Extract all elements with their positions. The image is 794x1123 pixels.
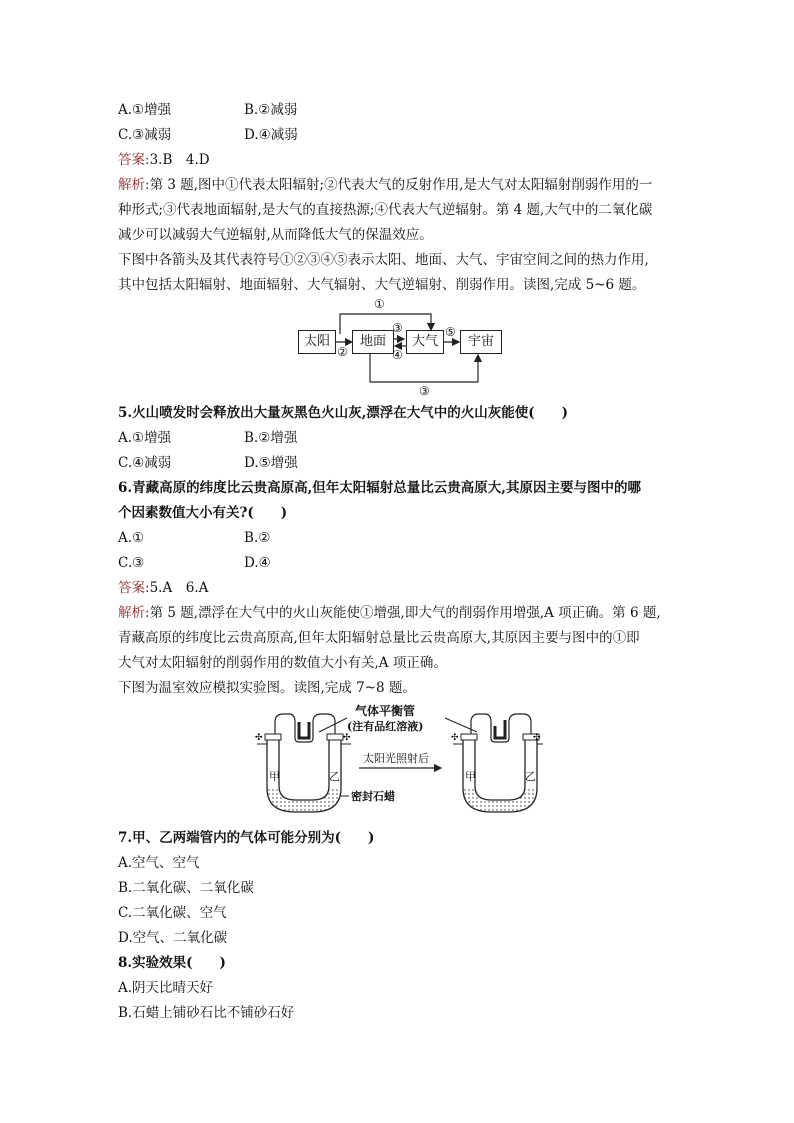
explanation-text: 第 5 题,漂浮在大气中的火山灰能使①增强,即大气的削弱作用增强,A 项正确。第 6 题,	[149, 605, 661, 621]
answer-3-4	[118, 150, 210, 170]
arrow-label-5: ⑤	[445, 325, 456, 339]
space-box: 宇宙	[460, 330, 502, 354]
explanation-5-6-line1	[118, 603, 661, 623]
balance-tube-note: (注有品红溶液)	[347, 720, 424, 733]
answer-label: 答案:	[118, 580, 150, 596]
explanation-3-4-line1	[118, 175, 652, 195]
explanation-3-4-line3: 减少可以减弱大气逆辐射,从而降低大气的保温效应。	[118, 227, 433, 243]
explanation-label: 解析:	[118, 605, 150, 621]
sun-box: 太阳	[298, 330, 336, 354]
arrow-label-3-bottom: ③	[419, 384, 430, 398]
q7-option-a: A.空气、空气	[118, 855, 200, 871]
q7-option-c: C.二氧化碳、空气	[118, 905, 227, 921]
question-8: 8.实验效果( )	[118, 955, 226, 971]
sealed-wax-label: 密封石蜡	[351, 790, 395, 803]
heat-flow-diagram	[290, 296, 510, 400]
question-6-line2: 个因素数值大小有关?( )	[118, 505, 288, 521]
q5-option-c: C.④减弱	[118, 455, 172, 471]
q7-option-d: D.空气、二氧化碳	[118, 930, 228, 946]
q4-option-a: A.①增强	[118, 102, 172, 118]
svg-text:✣: ✣	[451, 733, 459, 743]
question-7: 7.甲、乙两端管内的气体可能分别为( )	[118, 830, 375, 846]
sunlight-arrow-label: 太阳光照射后	[363, 752, 429, 765]
q6-option-b: B.②	[244, 530, 271, 546]
explanation-text: 第 3 题,图中①代表太阳辐射;②代表大气的反射作用,是大气对太阳辐射削弱作用的一	[149, 177, 653, 193]
answer-value: 3.B 4.D	[149, 152, 210, 168]
q8-option-a: A.阴天比晴天好	[118, 980, 214, 996]
svg-text:✣: ✣	[255, 733, 263, 743]
greenhouse-experiment-diagram	[255, 700, 545, 820]
question-5: 5.火山喷发时会释放出大量灰黑色火山灰,漂浮在大气中的火山灰能使( )	[118, 405, 569, 421]
answer-value: 5.A 6.A	[149, 580, 209, 596]
intro-5-6-line1: 下图中各箭头及其代表符号①②③④⑤表示太阳、地面、大气、宇宙空间之间的热力作用,	[118, 252, 649, 268]
svg-text:✣: ✣	[343, 733, 351, 743]
arrow-label-2: ②	[337, 345, 348, 359]
atmosphere-box: 大气	[406, 330, 444, 354]
q4-option-c: C.③减弱	[118, 127, 172, 143]
q7-option-b: B.二氧化碳、二氧化碳	[118, 880, 254, 896]
q4-option-d: D.④减弱	[244, 127, 298, 143]
answer-5-6	[118, 578, 208, 598]
ground-box: 地面	[352, 330, 394, 354]
arrow-label-1: ①	[374, 297, 385, 311]
right-tube-jia: 甲	[465, 770, 476, 783]
q4-option-b: B.②减弱	[244, 102, 298, 118]
left-apparatus	[255, 714, 351, 812]
arrow-label-4: ④	[392, 348, 403, 362]
svg-text:✣: ✣	[533, 733, 541, 743]
q5-option-b: B.②增强	[244, 430, 298, 446]
explanation-5-6-line3: 大气对太阳辐射的削弱作用的数值大小有关,A 项正确。	[118, 655, 447, 671]
left-tube-jia: 甲	[269, 770, 280, 783]
q6-option-c: C.③	[118, 555, 145, 571]
right-tube-yi: 乙	[525, 770, 536, 783]
q5-option-a: A.①增强	[118, 430, 172, 446]
q5-option-d: D.⑤增强	[244, 455, 298, 471]
intro-7-8: 下图为温室效应模拟实验图。读图,完成 7~8 题。	[118, 680, 416, 696]
left-tube-yi: 乙	[329, 770, 340, 783]
balance-tube-label: 气体平衡管	[355, 704, 416, 718]
q6-option-a: A.①	[118, 530, 145, 546]
right-apparatus	[451, 714, 543, 812]
explanation-5-6-line2: 青藏高原的纬度比云贵高原高,但年太阳辐射总量比云贵高原大,其原因主要与图中的①即	[118, 630, 640, 646]
q8-option-b: B.石蜡上铺砂石比不铺砂石好	[118, 1005, 295, 1021]
question-6-line1: 6.青藏高原的纬度比云贵高原高,但年太阳辐射总量比云贵高原大,其原因主要与图中的哪	[118, 480, 641, 496]
explanation-3-4-line2: 种形式;③代表地面辐射,是大气的直接热源;④代表大气逆辐射。第 4 题,大气中的二氧化碳	[118, 202, 653, 218]
q6-option-d: D.④	[244, 555, 271, 571]
intro-5-6-line2: 其中包括太阳辐射、地面辐射、大气辐射、大气逆辐射、削弱作用。读图,完成 5~6 题。	[118, 277, 646, 293]
answer-label: 答案:	[118, 152, 150, 168]
explanation-label: 解析:	[118, 177, 150, 193]
arrow-label-3-top: ③	[392, 321, 403, 335]
